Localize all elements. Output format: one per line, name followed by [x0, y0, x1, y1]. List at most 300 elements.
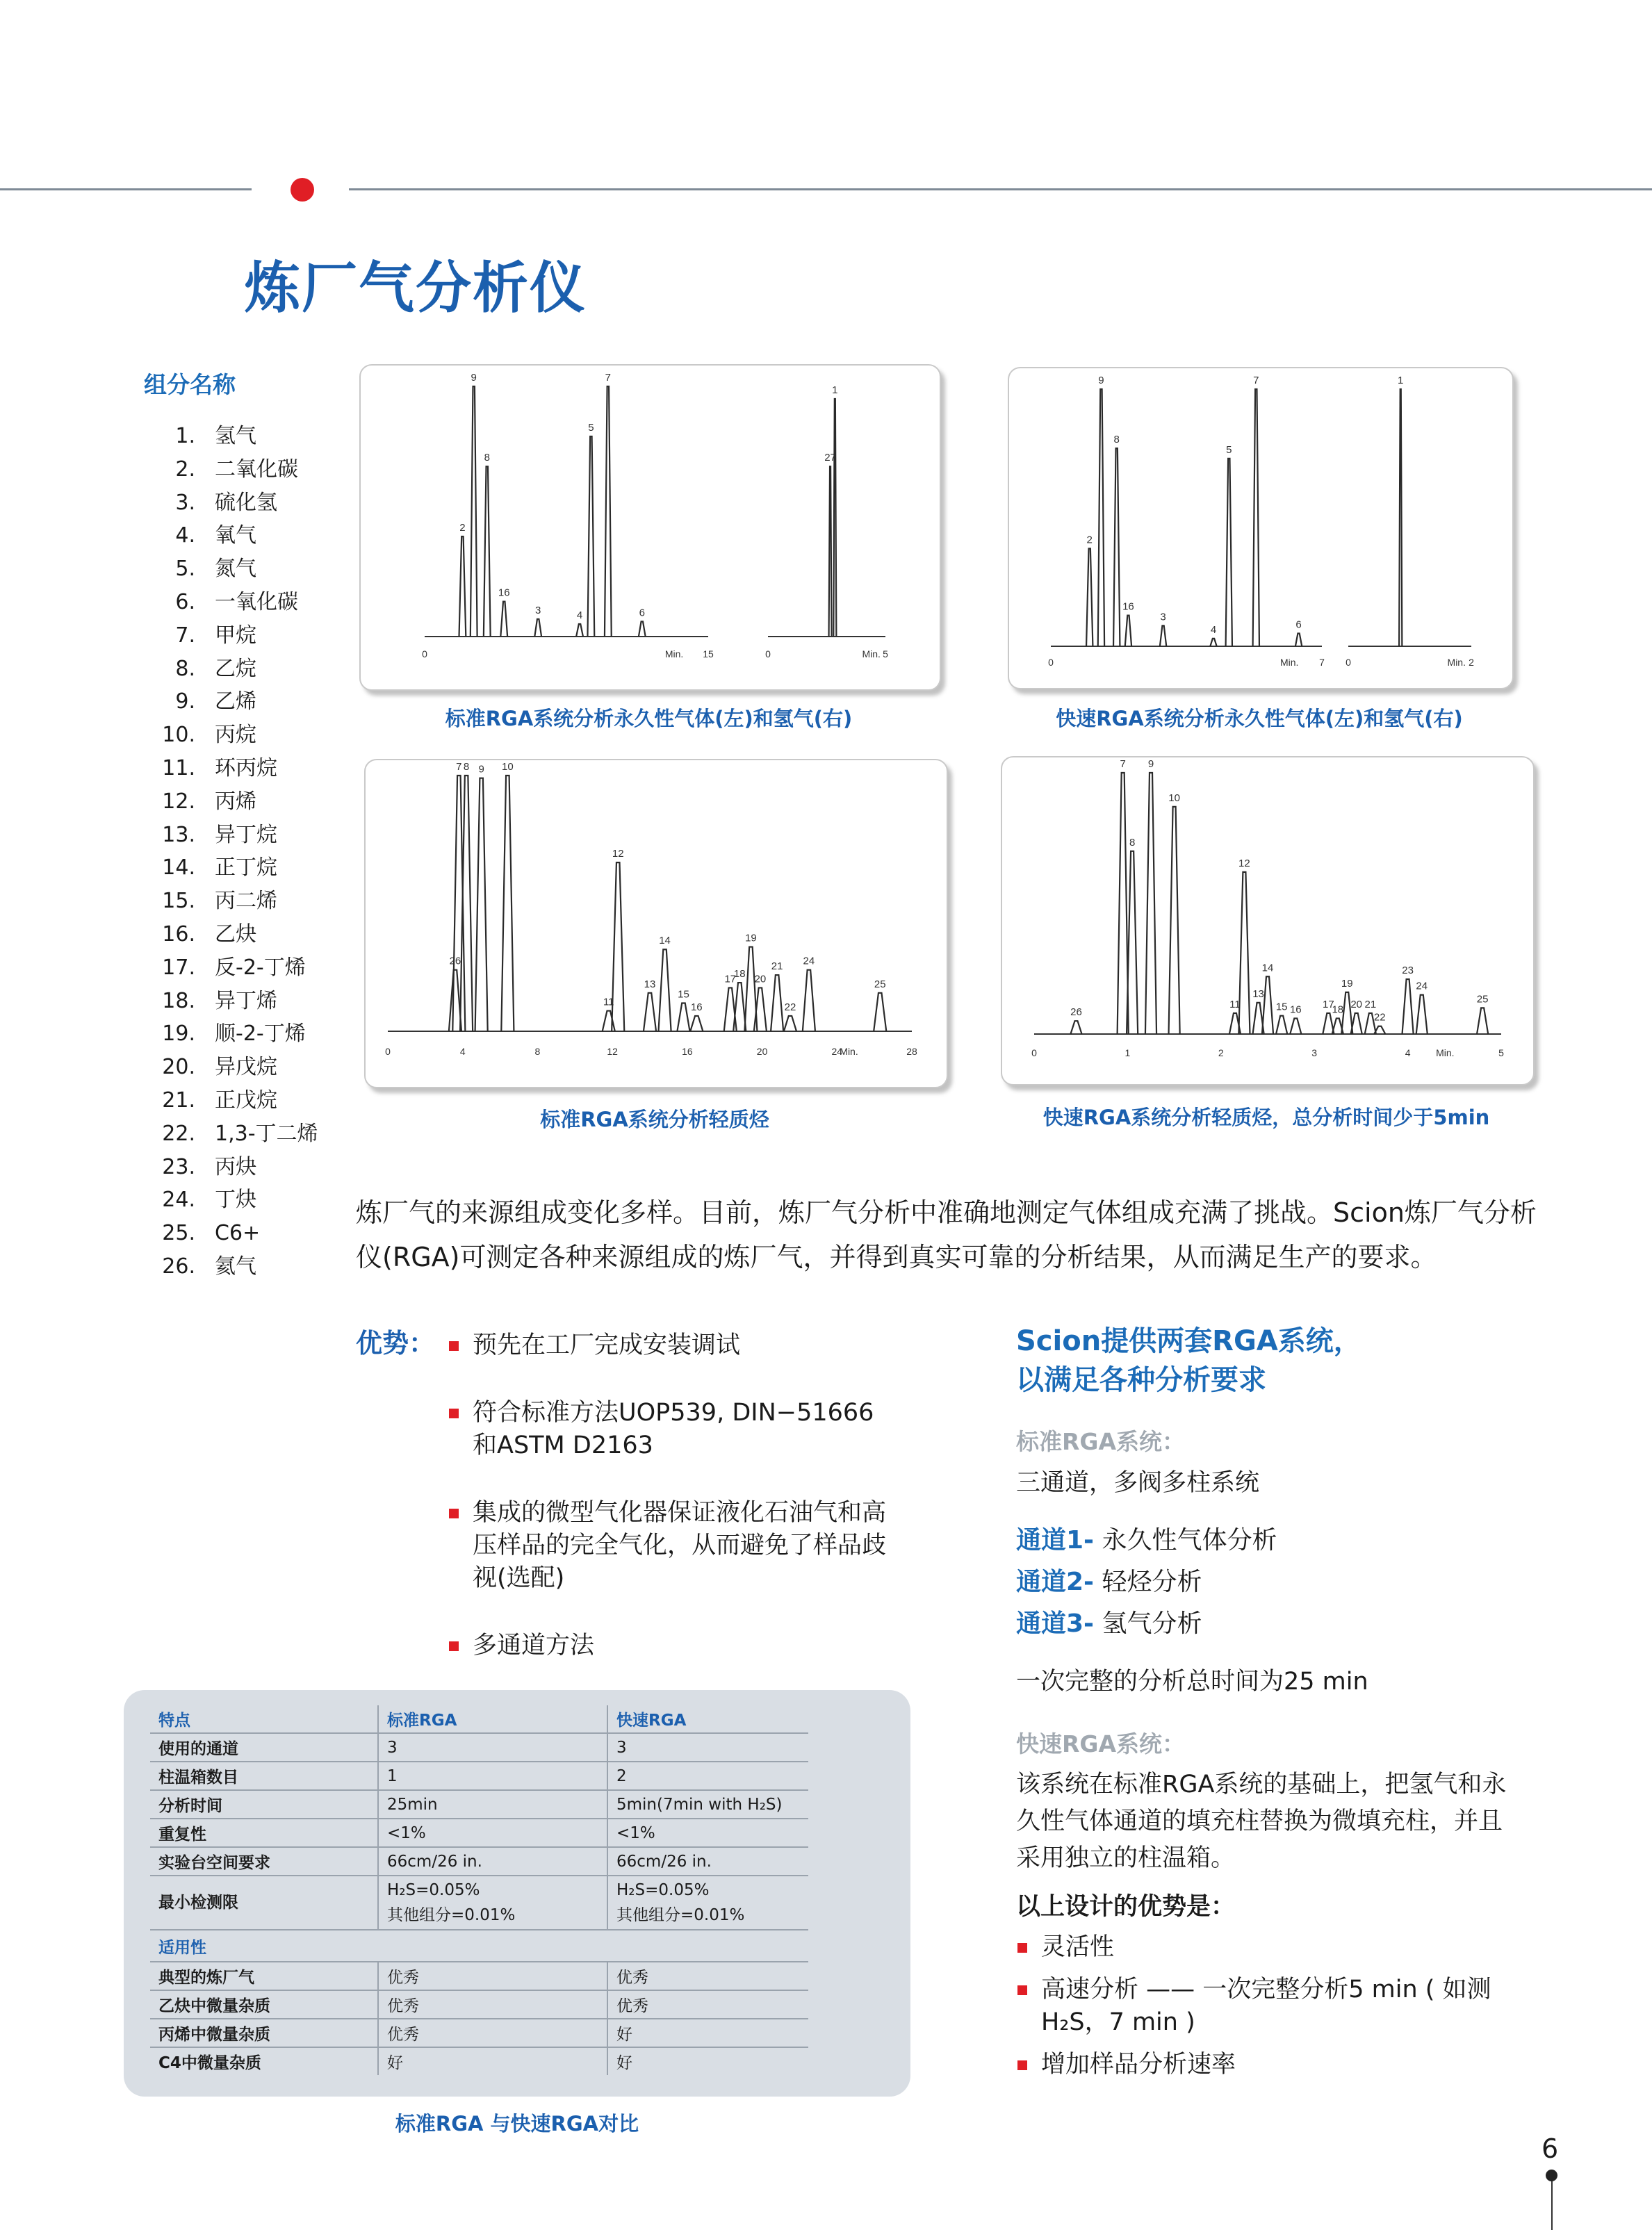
table-cell: 1	[378, 1762, 607, 1790]
header-rule-left	[0, 188, 252, 190]
chart-peak	[1262, 976, 1273, 1034]
component-item	[142, 1183, 318, 1217]
chart-peak	[587, 436, 594, 637]
chart-peak	[475, 778, 488, 1031]
component-item	[142, 586, 318, 619]
table-cell: 实验台空间要求	[150, 1847, 378, 1876]
table-cell: 66cm/26 in.	[378, 1847, 607, 1876]
peak-label: 18	[733, 968, 746, 981]
peak-label: 9	[1147, 758, 1154, 770]
advantages-label: 优势：	[356, 1328, 436, 1359]
peak-label: 20	[754, 973, 767, 985]
header-rule-right	[349, 188, 1652, 190]
component-item	[142, 1217, 318, 1250]
tick-label: 15	[703, 648, 714, 659]
component-name: 丙烯	[215, 789, 256, 814]
peak-label: 7	[456, 761, 462, 773]
table-cell: 5min(7min with H₂S)	[607, 1790, 808, 1819]
component-number: 8.	[175, 656, 195, 681]
chart-peak	[500, 602, 507, 637]
channel-1-name: 通道1-	[1016, 1526, 1094, 1555]
peak-label: 9	[478, 763, 484, 776]
standard-system-label: 标准RGA系统：	[1016, 1428, 1186, 1455]
caption-fast-light-hydrocarbons: 快速RGA系统分析轻质烃，总分析时间少于5min	[1042, 1106, 1490, 1129]
peak-label: 26	[1070, 1006, 1082, 1019]
tick-label: 2	[1469, 657, 1474, 668]
chart-fast-light-hydrocarbons	[1001, 756, 1535, 1085]
component-item	[142, 752, 318, 785]
peak-label: 6	[1295, 618, 1302, 631]
chart-peak	[460, 776, 473, 1031]
component-name: 丙烷	[215, 723, 256, 748]
peak-label: 14	[659, 935, 671, 947]
table-cell: 2	[607, 1762, 808, 1790]
tick-label: 0	[1031, 1047, 1037, 1058]
intro-paragraph: 炼厂气的来源组成变化多样。目前，炼厂气分析中准确地测定气体组成充满了挑战。Scion炼厂气分析仪(RGA)可测定各种来源组成的炼厂气，并得到真实可靠的分析结果，从而满足生产的要求。	[356, 1197, 1537, 1272]
tick-label: 8	[534, 1046, 541, 1057]
table-cell: <1%	[378, 1819, 607, 1847]
table-cell: 优秀	[607, 1962, 808, 1990]
detection-std-other: 其他组分=0.01%	[387, 1906, 516, 1924]
table-row	[150, 2047, 808, 2075]
table-cell: 好	[378, 2047, 607, 2075]
channel-3-desc: 氢气分析	[1094, 1609, 1202, 1638]
peak-label: 12	[612, 848, 624, 860]
chart-peak	[1098, 389, 1104, 646]
component-number: 13.	[162, 822, 195, 847]
systems-title-line2: 以满足各种分析要求	[1016, 1364, 1266, 1396]
chart-peak	[644, 993, 656, 1031]
component-number: 9.	[175, 689, 195, 714]
tick-label: 7	[1319, 657, 1325, 668]
peak-label: 16	[498, 587, 510, 599]
peak-label: 5	[1226, 443, 1232, 456]
table-cell: 25min	[378, 1790, 607, 1819]
component-name: 硫化氢	[215, 490, 277, 515]
tick-label: 24	[831, 1046, 843, 1057]
advantage-item: 符合标准方法UOP539, DIN−51666和ASTM D2163	[448, 1397, 892, 1462]
component-item	[142, 420, 318, 453]
component-item	[142, 885, 318, 918]
page-title: 炼厂气分析仪	[245, 256, 587, 320]
peak-label: 21	[1364, 998, 1377, 1010]
peak-label: 21	[771, 960, 783, 973]
table-header-row	[150, 1705, 808, 1733]
chart-standard-light-hydrocarbons	[364, 759, 948, 1088]
table-cell: 优秀	[378, 1990, 607, 2019]
peak-label: 1	[1398, 375, 1404, 386]
peak-label: 8	[463, 761, 470, 773]
tick-label: 1	[1124, 1047, 1131, 1058]
caption-standard-permanent-gas: 标准RGA系统分析永久性气体(左)和氢气(右)	[445, 707, 853, 730]
component-name: C6+	[215, 1221, 261, 1246]
table-cell: 丙烯中微量杂质	[150, 2019, 378, 2047]
chart-peak	[1477, 1008, 1488, 1034]
channel-2	[1016, 1562, 1202, 1598]
peak-label: 8	[1113, 434, 1120, 446]
channel-1-desc: 永久性气体分析	[1094, 1526, 1277, 1555]
component-name: 丁炔	[215, 1188, 256, 1213]
table-cell: 使用的通道	[150, 1733, 378, 1762]
component-item	[142, 453, 318, 486]
component-name: 二氧化碳	[215, 457, 298, 482]
component-item	[142, 685, 318, 719]
component-item	[142, 1250, 318, 1284]
peak-label: 4	[1210, 623, 1217, 636]
peak-label: 9	[1098, 375, 1104, 386]
advantages-list	[448, 1329, 892, 1662]
component-item	[142, 653, 318, 686]
component-item	[142, 552, 318, 586]
component-name: 乙烯	[215, 689, 256, 714]
detection-fast-h2s: H₂S=0.05%	[616, 1881, 710, 1899]
table-row	[150, 1819, 808, 1847]
chart-peak	[1086, 548, 1093, 646]
component-number: 10.	[162, 723, 195, 748]
tick-label: 5	[883, 648, 888, 659]
channel-3	[1016, 1604, 1202, 1639]
peak-label: 10	[1168, 792, 1180, 804]
chart-peak	[690, 1016, 703, 1031]
component-number: 26.	[162, 1254, 195, 1279]
peak-label: 2	[1086, 534, 1093, 546]
table-cell: 乙炔中微量杂质	[150, 1990, 378, 2019]
fast-system-label: 快速RGA系统：	[1016, 1730, 1186, 1757]
chart-peak	[771, 975, 783, 1031]
component-number: 16.	[162, 921, 195, 946]
header-fast: 快速RGA	[607, 1705, 808, 1733]
chart-peak	[484, 466, 491, 637]
component-name: 丙炔	[215, 1154, 256, 1179]
component-item	[142, 486, 318, 520]
peak-label: 20	[1350, 998, 1363, 1010]
table-cell: 重复性	[150, 1819, 378, 1847]
table-cell: 最小检测限	[150, 1876, 378, 1930]
channel-1	[1016, 1520, 1277, 1556]
component-number: 24.	[162, 1188, 195, 1213]
tick-label: 4	[1405, 1047, 1411, 1058]
table-cell: 典型的炼厂气	[150, 1962, 378, 1990]
header-red-dot	[291, 178, 314, 202]
peak-label: 17	[724, 973, 737, 985]
chart-peak	[1399, 389, 1402, 646]
peak-label: 24	[803, 955, 815, 967]
peak-label: 9	[471, 372, 477, 384]
table-row-detection-limit	[150, 1876, 808, 1930]
chart-peak	[471, 386, 477, 637]
channel-2-name: 通道2-	[1016, 1568, 1094, 1596]
peak-label: 12	[1238, 857, 1250, 869]
design-advantage-list	[1016, 1931, 1516, 2081]
component-name: 反-2-丁烯	[215, 955, 306, 980]
component-name: 环丙烷	[215, 755, 277, 780]
component-number: 15.	[162, 889, 195, 914]
design-advantage-item: 灵活性	[1016, 1931, 1516, 1964]
channel-2-desc: 轻烃分析	[1094, 1568, 1202, 1596]
fast-system-desc: 该系统在标准RGA系统的基础上，把氢气和永久性气体通道的填充柱替换为微填充柱，并且采用独立的柱温箱。	[1016, 1771, 1507, 1872]
component-name: 一氧化碳	[215, 589, 298, 614]
component-name: 正戊烷	[215, 1088, 277, 1113]
peak-label: 7	[1253, 375, 1259, 386]
chart-peak	[576, 624, 583, 637]
table-cell: 优秀	[378, 1962, 607, 1990]
component-name: 氮气	[215, 557, 256, 582]
component-number: 4.	[175, 523, 195, 548]
table-row	[150, 2019, 808, 2047]
peak-label: 15	[1275, 1001, 1288, 1013]
peak-label: 15	[678, 988, 689, 1001]
peak-label: 18	[1332, 1003, 1344, 1016]
peak-label: 3	[535, 604, 541, 616]
chart-peak	[1402, 979, 1414, 1034]
table-row	[150, 1762, 808, 1790]
peak-label: 23	[1402, 965, 1414, 977]
peak-label: 11	[603, 996, 614, 1008]
table-caption: 标准RGA 与快速RGA对比	[395, 2112, 639, 2135]
peak-label: 26	[449, 955, 461, 967]
peak-label: 13	[1252, 987, 1264, 1000]
comparison-table	[150, 1705, 808, 2075]
chart-peak	[1276, 1016, 1287, 1034]
component-item	[142, 1084, 318, 1117]
tick-label: 5	[1498, 1047, 1504, 1058]
chart-peak	[1125, 616, 1131, 646]
comparison-table-panel	[124, 1690, 910, 2097]
component-item	[142, 951, 318, 985]
chart-peak	[1169, 807, 1180, 1034]
component-number: 1.	[175, 424, 195, 448]
component-number: 25.	[162, 1221, 195, 1246]
peak-label: 10	[501, 761, 514, 773]
design-advantage-label: 以上设计的优势是：	[1016, 1893, 1236, 1921]
component-item	[142, 519, 318, 552]
component-number: 21.	[162, 1088, 195, 1113]
peak-label: 1	[832, 384, 838, 396]
chart-peak	[605, 386, 612, 637]
caption-standard-light-hydrocarbons: 标准RGA系统分析轻质烃	[540, 1108, 769, 1131]
component-item	[142, 985, 318, 1018]
component-item	[142, 819, 318, 852]
section-label: 适用性	[150, 1930, 808, 1962]
peak-label: 8	[1129, 836, 1136, 848]
chart-peak	[501, 776, 514, 1031]
peak-label: 6	[639, 607, 645, 619]
advantage-item: 预先在工厂完成安装调试	[448, 1329, 892, 1362]
component-number: 11.	[162, 755, 195, 780]
peak-label: 22	[1373, 1011, 1386, 1024]
peak-label: 19	[1341, 977, 1353, 990]
systems-title	[1016, 1322, 1361, 1400]
table-row	[150, 1733, 808, 1762]
component-number: 19.	[162, 1022, 195, 1047]
component-item	[142, 918, 318, 951]
peak-label: 16	[1122, 600, 1134, 613]
component-number: 17.	[162, 955, 195, 980]
component-name: 甲烷	[215, 623, 256, 648]
component-item	[142, 785, 318, 819]
table-cell: C4中微量杂质	[158, 2054, 261, 2072]
peak-label: 24	[1416, 980, 1428, 992]
table-row	[150, 1790, 808, 1819]
table-row	[150, 1962, 808, 1990]
tick-label: Min.	[840, 1046, 858, 1057]
peak-label: 25	[874, 978, 886, 990]
tick-label: Min.	[1436, 1047, 1455, 1058]
advantage-item: 集成的微型气化器保证液化石油气和高压样品的完全气化，从而避免了样品歧视(选配)	[448, 1497, 892, 1595]
table-cell: 3	[378, 1733, 607, 1762]
tick-label: 20	[756, 1046, 768, 1057]
tick-label: Min.	[1279, 657, 1299, 668]
tick-label: 0	[765, 648, 771, 659]
peak-label: 19	[745, 932, 757, 944]
component-number: 6.	[175, 589, 195, 614]
tick-label: Min.	[664, 648, 684, 659]
component-item	[142, 619, 318, 653]
peak-label: 8	[484, 452, 490, 464]
chart-peak	[833, 399, 836, 637]
chart-peak	[1070, 1021, 1081, 1034]
component-name: 氢气	[215, 424, 256, 448]
chart-peak	[1145, 773, 1156, 1034]
tick-label: 2	[1218, 1047, 1224, 1058]
chart-peak	[829, 466, 832, 637]
component-name: 异丁烯	[215, 988, 277, 1013]
chart-peak	[677, 1003, 689, 1031]
chart-peak	[1253, 389, 1259, 646]
page-number: 6	[1541, 2133, 1559, 2164]
chart-peak	[1238, 872, 1250, 1034]
component-number: 23.	[162, 1154, 195, 1179]
peak-label: 3	[1160, 611, 1166, 623]
peak-label: 7	[605, 372, 612, 384]
chart-peak	[1226, 459, 1232, 646]
component-number: 5.	[175, 557, 195, 582]
tick-label: Min.	[1447, 657, 1466, 668]
tick-label: Min.	[862, 648, 881, 659]
table-section-row	[150, 1930, 808, 1962]
peak-label: 11	[1229, 998, 1241, 1010]
component-list	[142, 420, 318, 1284]
peak-label: 27	[824, 452, 836, 464]
peak-label: 4	[576, 609, 583, 621]
peak-label: 5	[588, 422, 594, 434]
chart-peak	[1416, 995, 1428, 1034]
table-cell: <1%	[607, 1819, 808, 1847]
table-cell	[378, 1876, 607, 1930]
chart-peak	[658, 949, 671, 1031]
design-advantage-item: 高速分析 —— 一次完整分析5 min ( 如测H₂S，7 min )	[1016, 1974, 1516, 2039]
component-list-heading: 组分名称	[144, 371, 236, 398]
component-name: 异戊烷	[215, 1055, 277, 1080]
chart-peak	[1295, 634, 1302, 647]
chart-peak	[639, 621, 646, 637]
tick-label: 12	[607, 1046, 618, 1057]
tick-label: 16	[682, 1046, 693, 1057]
component-name: 正丁烷	[215, 855, 277, 880]
peak-label: 16	[690, 1001, 703, 1013]
advantage-item: 多通道方法	[448, 1630, 892, 1662]
table-cell: 好	[607, 2019, 808, 2047]
systems-title-line1: Scion提供两套RGA系统，	[1016, 1325, 1361, 1357]
chart-fast-permanent-gas	[1008, 367, 1514, 689]
tick-label: 0	[1048, 657, 1054, 668]
table-cell: 柱温箱数目	[150, 1762, 378, 1790]
component-item	[142, 719, 318, 752]
component-number: 2.	[175, 457, 195, 482]
chart-peak	[1290, 1018, 1301, 1034]
table-cell: 优秀	[607, 1990, 808, 2019]
tick-label: 28	[906, 1046, 917, 1057]
component-number: 14.	[162, 855, 195, 880]
table-cell: 优秀	[378, 2019, 607, 2047]
page-marker-line	[1551, 2174, 1553, 2230]
peak-label: 7	[1120, 758, 1126, 770]
component-name: 氦气	[215, 1254, 256, 1279]
table-cell: 分析时间	[150, 1790, 378, 1819]
peak-label: 25	[1476, 993, 1489, 1006]
chart-peak	[784, 1016, 796, 1031]
detection-fast-other: 其他组分=0.01%	[616, 1906, 745, 1924]
component-number: 7.	[175, 623, 195, 648]
table-cell: 好	[607, 2047, 808, 2075]
chart-standard-permanent-gas	[359, 364, 941, 691]
channel-3-name: 通道3-	[1016, 1609, 1094, 1638]
component-item	[142, 1017, 318, 1051]
header-standard: 标准RGA	[378, 1705, 607, 1733]
chart-peak	[1210, 639, 1216, 646]
chart-peak	[1113, 448, 1120, 646]
table-row	[150, 1990, 808, 2019]
table-cell: 3	[607, 1733, 808, 1762]
component-number: 22.	[162, 1121, 195, 1146]
tick-label: 3	[1311, 1047, 1318, 1058]
peak-label: 22	[784, 1001, 796, 1013]
design-advantage-item: 增加样品分析速率	[1016, 2049, 1516, 2081]
peak-label: 13	[644, 978, 656, 990]
peak-label: 16	[1289, 1003, 1302, 1016]
peak-label: 14	[1261, 962, 1274, 974]
total-analysis-time: 一次完整的分析总时间为25 min	[1016, 1668, 1368, 1696]
table-cell: 66cm/26 in.	[607, 1847, 808, 1876]
component-name: 异丁烷	[215, 822, 277, 847]
chart-peak	[603, 1011, 615, 1031]
header-feature: 特点	[150, 1705, 378, 1733]
chart-peak	[459, 536, 466, 637]
tick-label: 0	[385, 1046, 391, 1057]
table-cell	[607, 1876, 808, 1930]
peak-label: 17	[1323, 998, 1334, 1010]
table-row	[150, 1847, 808, 1876]
component-number: 12.	[162, 789, 195, 814]
component-item	[142, 1051, 318, 1084]
tick-label: 0	[1346, 657, 1351, 668]
component-name: 乙炔	[215, 921, 256, 946]
component-item	[142, 1117, 318, 1151]
component-item	[142, 851, 318, 885]
component-number: 3.	[175, 490, 195, 515]
detection-std-h2s: H₂S=0.05%	[387, 1881, 480, 1899]
component-name: 顺-2-丁烯	[215, 1022, 306, 1047]
component-name: 1,3-丁二烯	[215, 1121, 318, 1146]
component-number: 20.	[162, 1055, 195, 1080]
caption-fast-permanent-gas: 快速RGA系统分析永久性气体(左)和氢气(右)	[1056, 707, 1463, 730]
component-item	[142, 1151, 318, 1184]
component-name: 乙烷	[215, 656, 256, 681]
component-name: 氧气	[215, 523, 256, 548]
tick-label: 0	[422, 648, 427, 659]
chart-peak	[1160, 625, 1166, 646]
standard-system-desc: 三通道，多阀多柱系统	[1016, 1469, 1260, 1497]
